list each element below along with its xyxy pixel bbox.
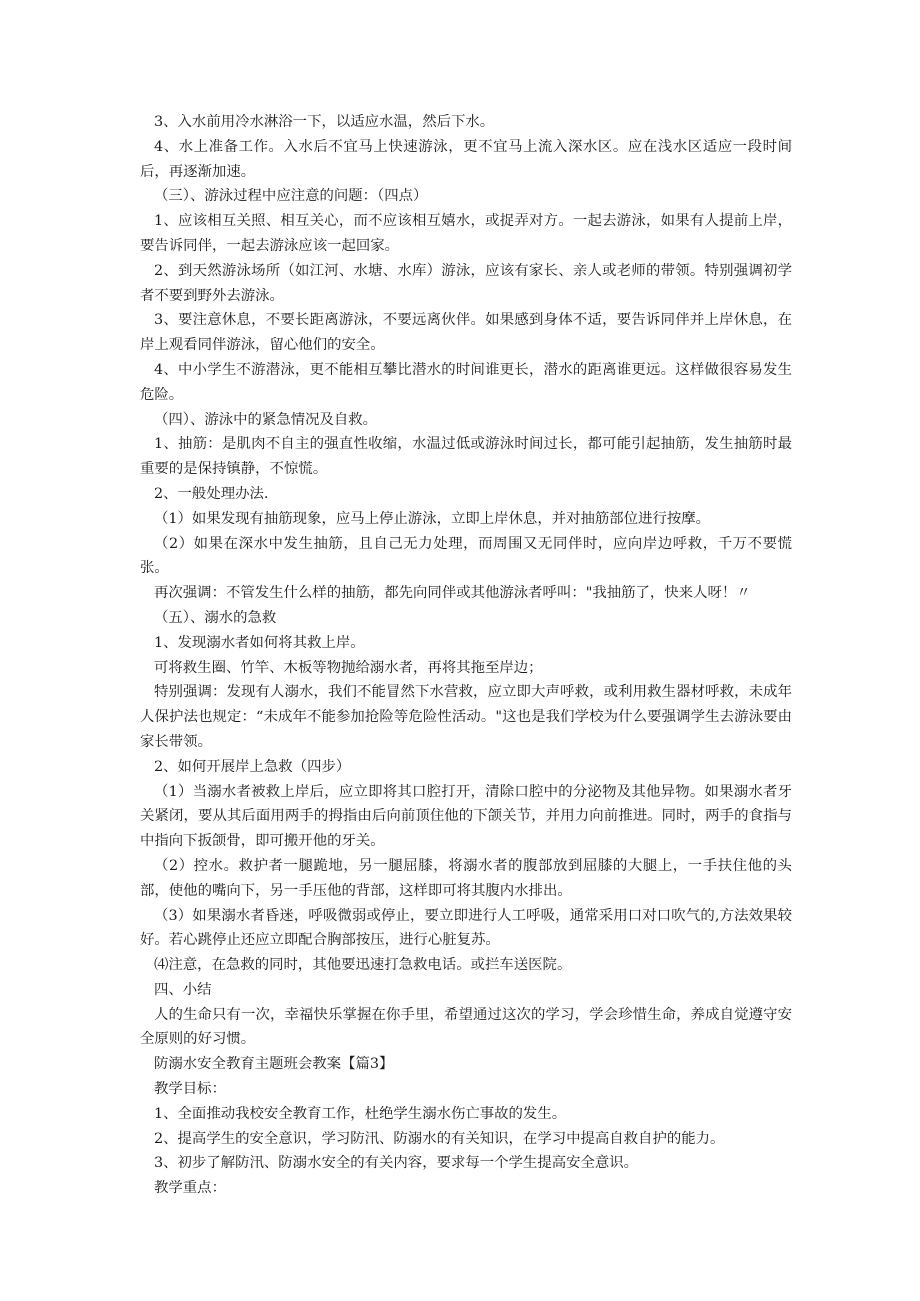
paragraph: 3、要注意休息，不要长距离游泳，不要远离伙伴。如果感到身体不适，要告诉同伴并上岸休息，在岸上观看同伴游泳，留心他们的安全。: [140, 312, 792, 354]
paragraph: 1、应该相互关照、相互关心，而不应该相互嬉水，或捉弄对方。一起去游泳，如果有人提前上岸，要告诉同伴，一起去游泳应该一起回家。: [140, 213, 792, 254]
paragraph: 2、一般处理办法.: [154, 485, 269, 502]
paragraph: 1、发现溺水者如何将其救上岸。: [154, 634, 365, 651]
paragraph: 4、中小学生不游潜泳，更不能相互攀比潜水的时间谁更长，潜水的距离谁更远。这样做很容易发生危险。: [140, 361, 792, 403]
paragraph: （2）控水。救护者一腿跪地，另一腿屈膝，将溺水者的腹部放到屈膝的大腿上，一手扶住他的头部，使他的嘴向下，另一手压他的背部，这样即可将其腹内水排出。: [140, 857, 792, 899]
paragraph: 4、水上准备工作。入水后不宜马上快速游泳，更不宜马上流入深水区。应在浅水区适应一段时间后，再逐渐加速。: [140, 138, 792, 180]
paragraph: 特别强调：发现有人溺水，我们不能冒然下水营救，应立即大声呼救，或利用救生器材呼救，未成年人保护法也规定：“未成年不能参加抢险等危险性活动。"这也是我们学校为什么要强调学生去游泳要由家长带领。: [140, 684, 792, 750]
paragraph: 1、抽筋：是肌肉不自主的强直性收缩，水温过低或游泳时间过长，都可能引起抽筋，发生抽筋时最重要的是保持镇静，不惊慌。: [140, 436, 792, 478]
section-heading: （三）、游泳过程中应注意的问题：（四点）: [154, 188, 428, 205]
paragraph: 再次强调：不管发生什么样的抽筋，都先向同伴或其他游泳者呼叫："我抽筋了，快来人呀！〃: [154, 585, 751, 602]
section-heading: （四）、游泳中的紧急情况及自救。: [154, 411, 378, 428]
paragraph: 2、到天然游泳场所（如江河、水塘、水库）游泳，应该有家长、亲人或老师的带领。特别强调初学者不要到野外去游泳。: [140, 262, 792, 304]
paragraph: （1）如果发现有抽筋现象，应马上停止游泳，立即上岸休息，并对抽筋部位进行按摩。: [154, 510, 711, 527]
paragraph: 2、提高学生的安全意识，学习防汛、防溺水的有关知识，在学习中提高自救自护的能力。: [154, 1130, 725, 1147]
paragraph: 可将救生圈、竹竿、木板等物抛给溺水者，再将其拖至岸边；: [154, 659, 543, 676]
section-heading: 教学目标：: [154, 1081, 226, 1098]
paragraph: ⑷注意，在急救的同时，其他要迅速打急救电话。或拦车送医院。: [154, 957, 572, 974]
paragraph: （3）如果溺水者昏迷，呼吸微弱或停止，要立即进行人工呼吸，通常采用口对口吹气的,方法效果较好。若心跳停止还应立即配合胸部按压，进行心脏复苏。: [140, 907, 792, 949]
paragraph: （2）如果在深水中发生抽筋，且自己无力处理，而周围又无同伴时，应向岸边呼救，千万不要慌张。: [140, 535, 792, 577]
paragraph: 3、初步了解防汛、防溺水安全的有关内容，要求每一个学生提高安全意识。: [154, 1155, 639, 1172]
section-heading: （五）、溺水的急救: [154, 609, 277, 626]
paragraph: 人的生命只有一次，幸福快乐掌握在你手里，希望通过这次的学习，学会珍惜生命，养成自觉遵守安全原则的好习惯。: [140, 1006, 792, 1048]
paragraph: （1）当溺水者被救上岸后，应立即将其口腔打开，清除口腔中的分泌物及其他异物。如果溺水者牙关紧闭，要从其后面用两手的拇指由后向前顶住他的下颌关节，并用力向前推进。同时，两手的食指与中指向下扳颌骨，即可搬开他的牙关。: [140, 783, 792, 850]
paragraph: 2、如何开展岸上急救（四步）: [154, 758, 351, 775]
section-heading: 防溺水安全教育主题班会教案【篇3】: [154, 1056, 394, 1073]
paragraph: 3、入水前用冷水淋浴一下，以适应水温，然后下水。: [154, 114, 495, 130]
section-heading: 四、小结: [154, 981, 212, 998]
paragraph: 1、全面推动我校安全教育工作，杜绝学生溺水伤亡事故的发生。: [154, 1105, 567, 1122]
document-body: [140, 110, 792, 1201]
section-heading: 教学重点：: [154, 1180, 226, 1197]
